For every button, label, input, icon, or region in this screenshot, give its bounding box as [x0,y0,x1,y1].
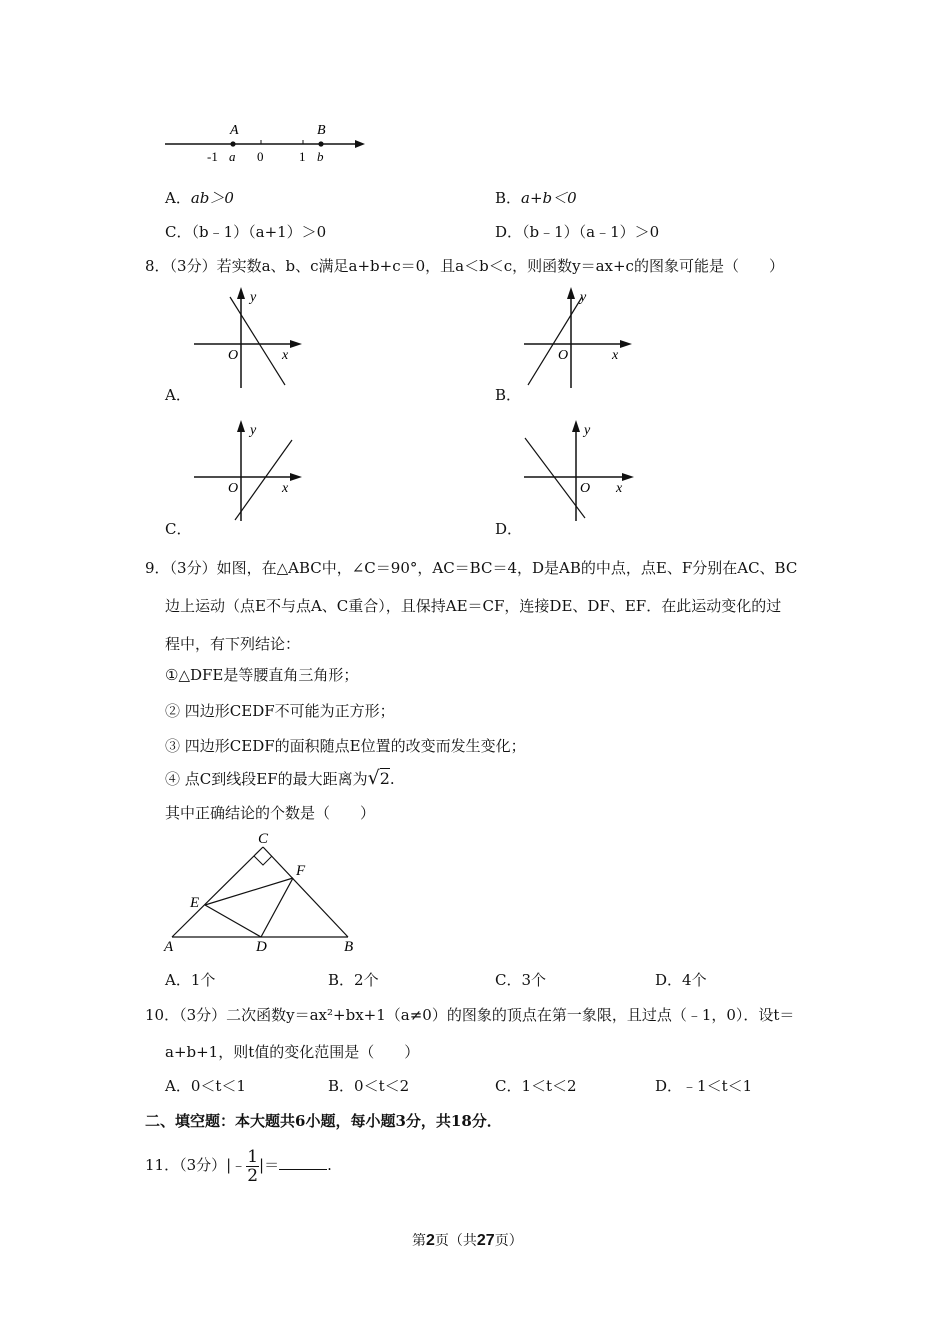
svg-text:D: D [256,939,267,955]
q7-option-d: D．（b﹣1）（a﹣1）＞0 [495,223,660,241]
tick-one: 1 [299,149,306,164]
svg-text:x: x [616,481,623,496]
q8-option-d: D． [495,520,523,538]
q11-stem: 11．（3分）|﹣ $\frac{1}{2}$ |＝ . [145,1146,332,1186]
point-b-label: B [317,123,326,138]
point-a-label: A [230,123,239,138]
q10-option-a: A．0＜t＜1 [165,1077,246,1095]
q9-stem-line2: 边上运动（点E不与点A、C重合），且保持AE＝CF，连接DE、DF、EF．在此运动变化的过 [165,597,782,615]
q7-option-c: C．（b﹣1）（a+1）＞0 [165,223,327,241]
q9-option-d: D．4个 [655,971,707,989]
svg-text:x: x [282,481,289,496]
svg-text:y: y [584,423,591,438]
q9-conclusion-4: ④ 点C到线段EF的最大距离为√2. [165,767,395,789]
svg-text:F: F [296,863,306,879]
tick-minus-one: -1 [207,149,218,164]
q9-stem-line1: 9．（3分）如图，在△ABC中，∠C＝90°，AC＝BC＝4，D是AB的中点，点E、F分别在AC、BC [145,559,798,577]
q8-graph-a [190,285,305,395]
q9-triangle-figure [160,825,365,955]
tick-zero: 0 [257,149,264,164]
svg-text:E: E [190,895,200,911]
svg-text:A: A [164,939,174,955]
q9-option-b: B．2个 [328,971,379,989]
svg-text:B: B [344,939,354,955]
svg-text:y: y [250,423,257,438]
sqrt-symbol: √ [367,767,380,789]
number-line-figure [160,118,375,168]
section-heading: 二、填空题：本大题共6小题，每小题3分，共18分． [145,1112,502,1130]
q9-question: 其中正确结论的个数是（ ） [165,804,376,822]
svg-text:O: O [228,481,239,496]
svg-text:y: y [250,290,257,305]
q9-option-c: C．3个 [495,971,547,989]
q10-stem-line1: 10．（3分）二次函数y＝ax²+bx+1（a≠0）的图象的顶点在第一象限，且过点（﹣1，0）．设t＝ [145,1006,795,1024]
page-footer: 第2页（共27页） [412,1232,523,1249]
q9-conclusion-3: ③ 四边形CEDF的面积随点E位置的改变而发生变化； [165,737,526,755]
total-pages: 27 [476,1232,495,1249]
q8-graph-b [520,285,635,395]
q8-stem: 8．（3分）若实数a、b、c满足a+b+c＝0，且a＜b＜c，则函数y＝ax+c的图象可能是（ ） [145,257,784,275]
svg-text:x: x [282,348,289,363]
tick-b: b [317,149,324,164]
q10-option-d: D．﹣1＜t＜1 [655,1077,753,1095]
q10-option-b: B．0＜t＜2 [328,1077,410,1095]
q9-conclusion-1: ①△DFE是等腰直角三角形； [165,666,359,684]
tick-a: a [229,149,236,164]
svg-text:C: C [258,831,269,847]
q7-option-a: A．ab＞0 [165,189,234,207]
svg-text:x: x [612,348,619,363]
q8-option-a: A． [165,386,191,404]
q8-option-c: C． [165,520,192,538]
svg-text:O: O [580,481,591,496]
answer-blank[interactable] [279,1155,327,1170]
q8-graph-c [190,418,305,528]
page-number: 2 [426,1232,435,1249]
svg-text:O: O [558,348,569,363]
q9-option-a: A．1个 [165,971,216,989]
q7-option-b: B．a+b＜0 [495,189,577,207]
q10-option-c: C．1＜t＜2 [495,1077,577,1095]
svg-text:y: y [580,290,587,305]
q10-stem-line2: a+b+1，则t值的变化范围是（ ） [165,1043,420,1061]
q8-graph-d [520,418,638,528]
fraction-half: $\frac{1}{2}$ [247,1146,259,1186]
svg-text:O: O [228,348,239,363]
q9-stem-line3: 程中，有下列结论： [165,635,301,653]
q9-conclusion-2: ② 四边形CEDF不可能为正方形； [165,702,395,720]
q8-option-b: B． [495,386,522,404]
